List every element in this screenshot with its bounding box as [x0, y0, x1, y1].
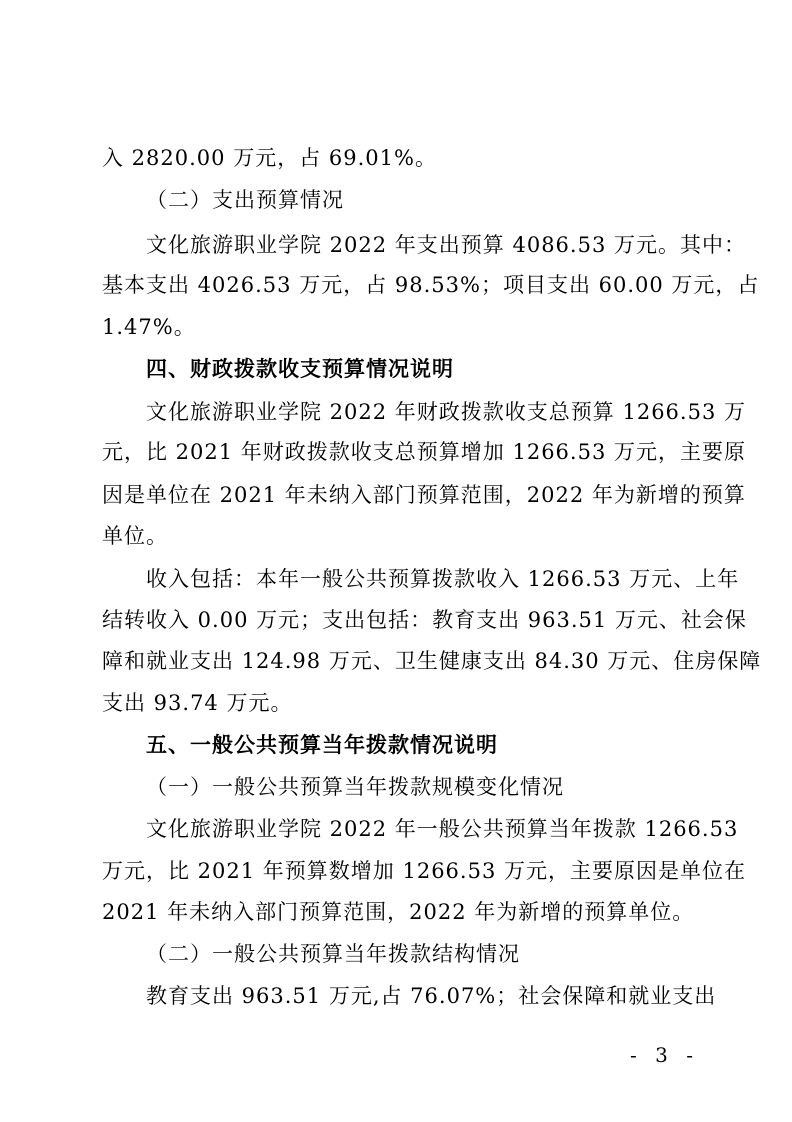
- paragraph-line: 入 2820.00 万元，占 69.01%。: [102, 146, 437, 170]
- paragraph-line: 文化旅游职业学院 2022 年支出预算 4086.53 万元。其中：: [146, 233, 746, 257]
- paragraph-line: 万元，比 2021 年预算数增加 1266.53 万元，主要原因是单位在: [102, 859, 746, 883]
- paragraph-line: 1.47%。: [102, 315, 196, 339]
- page-number: - 3 -: [630, 1043, 699, 1067]
- paragraph-line: 教育支出 963.51 万元,占 76.07%；社会保障和就业支出: [146, 984, 717, 1008]
- paragraph-line: 支出 93.74 万元。: [102, 691, 293, 715]
- subsection-heading: （一）一般公共预算当年拨款规模变化情况: [146, 775, 564, 799]
- paragraph-line: 障和就业支出 124.98 万元、卫生健康支出 84.30 万元、住房保障: [102, 649, 762, 673]
- paragraph-line: 基本支出 4026.53 万元，占 98.53%；项目支出 60.00 万元，占: [102, 273, 760, 297]
- paragraph-line: 文化旅游职业学院 2022 年一般公共预算当年拨款 1266.53: [146, 817, 739, 841]
- paragraph-line: 文化旅游职业学院 2022 年财政拨款收支总预算 1266.53 万: [146, 400, 746, 424]
- paragraph-line: 2021 年未纳入部门预算范围，2022 年为新增的预算单位。: [102, 900, 695, 924]
- paragraph-line: 收入包括：本年一般公共预算拨款收入 1266.53 万元、上年: [146, 567, 740, 591]
- section-heading: 五、一般公共预算当年拨款情况说明: [146, 733, 498, 757]
- paragraph-line: 元，比 2021 年财政拨款收支总预算增加 1266.53 万元，主要原: [102, 440, 746, 464]
- paragraph-line: 结转收入 0.00 万元；支出包括：教育支出 963.51 万元、社会保: [102, 608, 747, 632]
- subsection-heading: （二）一般公共预算当年拨款结构情况: [146, 942, 520, 966]
- subsection-heading: （二）支出预算情况: [146, 188, 344, 212]
- section-heading: 四、财政拨款收支预算情况说明: [146, 357, 454, 381]
- paragraph-line: 单位。: [102, 524, 168, 548]
- paragraph-line: 因是单位在 2021 年未纳入部门预算范围，2022 年为新增的预算: [102, 483, 746, 507]
